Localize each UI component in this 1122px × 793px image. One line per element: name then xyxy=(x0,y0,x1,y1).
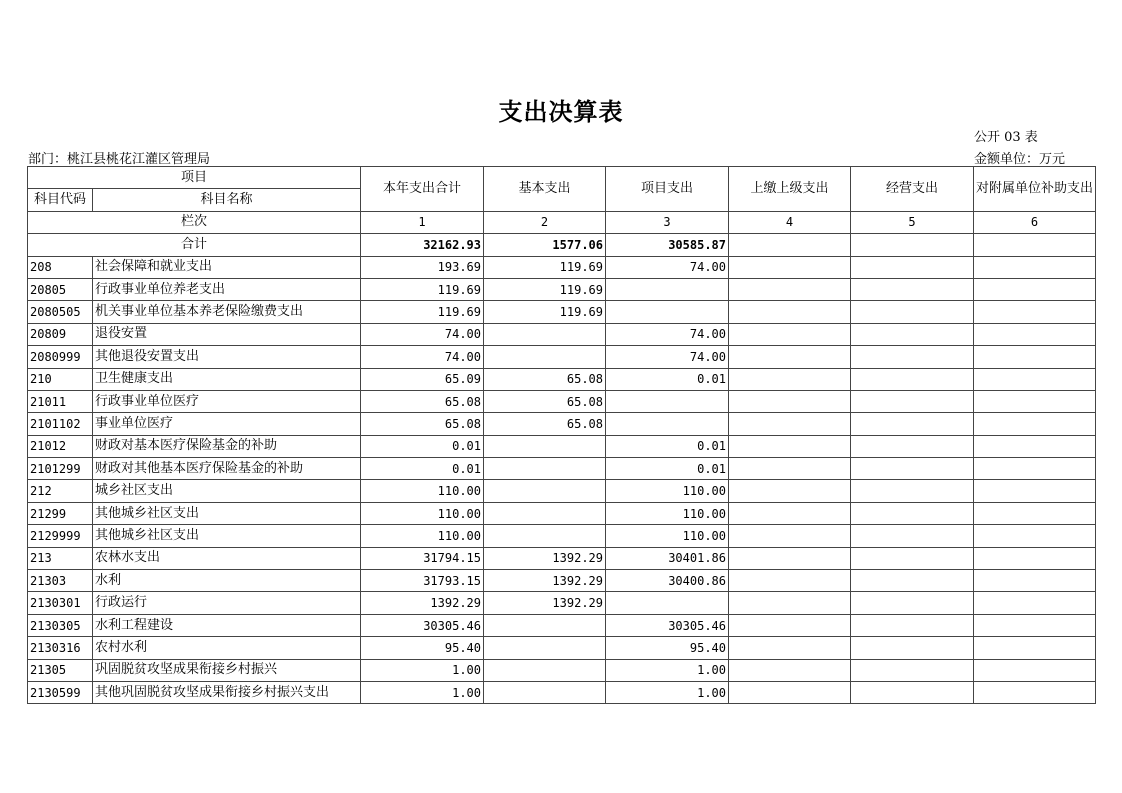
lanci-number: 2 xyxy=(484,211,606,233)
header-col-6: 对附属单位补助支出 xyxy=(974,167,1096,212)
amount-cell xyxy=(974,570,1096,592)
subject-code: 21012 xyxy=(28,435,93,457)
amount-cell xyxy=(974,323,1096,345)
amount-cell xyxy=(974,413,1096,435)
amount-cell xyxy=(974,346,1096,368)
amount-cell xyxy=(484,614,606,636)
amount-cell xyxy=(484,525,606,547)
amount-cell xyxy=(974,435,1096,457)
lanci-number: 6 xyxy=(974,211,1096,233)
subject-name: 其他城乡社区支出 xyxy=(93,502,361,524)
subject-code: 2130316 xyxy=(28,637,93,659)
table-row xyxy=(28,570,1096,592)
amount-cell xyxy=(729,502,851,524)
subject-name: 卫生健康支出 xyxy=(93,368,361,390)
subject-code: 2080505 xyxy=(28,301,93,323)
amount-cell xyxy=(484,458,606,480)
table-row xyxy=(28,413,1096,435)
subject-name: 行政事业单位医疗 xyxy=(93,390,361,412)
total-value: 32162.93 xyxy=(361,234,484,256)
amount-cell: 1.00 xyxy=(361,659,484,681)
table-row xyxy=(28,637,1096,659)
subject-code: 2101299 xyxy=(28,458,93,480)
total-value xyxy=(729,234,851,256)
subject-name: 巩固脱贫攻坚成果衔接乡村振兴 xyxy=(93,659,361,681)
amount-cell: 95.40 xyxy=(361,637,484,659)
amount-cell xyxy=(974,592,1096,614)
amount-cell: 0.01 xyxy=(606,368,729,390)
amount-cell xyxy=(974,301,1096,323)
amount-cell xyxy=(851,278,974,300)
amount-cell xyxy=(729,525,851,547)
lanci-label: 栏次 xyxy=(28,211,361,233)
amount-cell: 65.09 xyxy=(361,368,484,390)
subject-code: 2130301 xyxy=(28,592,93,614)
table-row xyxy=(28,592,1096,614)
amount-cell xyxy=(851,413,974,435)
amount-cell: 74.00 xyxy=(606,346,729,368)
lanci-number: 1 xyxy=(361,211,484,233)
subject-name: 事业单位医疗 xyxy=(93,413,361,435)
amount-cell xyxy=(729,413,851,435)
subject-code: 20805 xyxy=(28,278,93,300)
amount-cell xyxy=(484,502,606,524)
amount-cell xyxy=(851,256,974,278)
subject-code: 21011 xyxy=(28,390,93,412)
subject-code: 2129999 xyxy=(28,525,93,547)
table-row xyxy=(28,502,1096,524)
subject-name: 其他退役安置支出 xyxy=(93,346,361,368)
amount-cell xyxy=(729,458,851,480)
amount-cell: 119.69 xyxy=(484,256,606,278)
amount-cell: 74.00 xyxy=(606,323,729,345)
amount-cell: 30400.86 xyxy=(606,570,729,592)
amount-cell: 119.69 xyxy=(484,278,606,300)
amount-cell xyxy=(851,547,974,569)
amount-cell: 193.69 xyxy=(361,256,484,278)
amount-cell: 74.00 xyxy=(361,323,484,345)
subject-name: 社会保障和就业支出 xyxy=(93,256,361,278)
amount-cell: 0.01 xyxy=(361,435,484,457)
amount-cell xyxy=(851,346,974,368)
amount-cell xyxy=(729,390,851,412)
amount-cell: 1.00 xyxy=(361,681,484,703)
amount-cell xyxy=(729,480,851,502)
subject-name: 其他巩固脱贫攻坚成果衔接乡村振兴支出 xyxy=(93,681,361,703)
amount-cell: 110.00 xyxy=(606,502,729,524)
amount-cell xyxy=(484,659,606,681)
amount-cell xyxy=(729,368,851,390)
amount-cell xyxy=(484,323,606,345)
total-value: 30585.87 xyxy=(606,234,729,256)
amount-cell: 1392.29 xyxy=(484,547,606,569)
amount-cell xyxy=(974,637,1096,659)
amount-cell: 65.08 xyxy=(361,390,484,412)
amount-cell xyxy=(729,659,851,681)
subject-name: 水利工程建设 xyxy=(93,614,361,636)
table-row xyxy=(28,278,1096,300)
subject-code: 2130599 xyxy=(28,681,93,703)
subject-name: 机关事业单位基本养老保险缴费支出 xyxy=(93,301,361,323)
subject-code: 21303 xyxy=(28,570,93,592)
amount-cell xyxy=(974,659,1096,681)
amount-cell xyxy=(851,614,974,636)
amount-cell xyxy=(851,659,974,681)
amount-cell: 0.01 xyxy=(361,458,484,480)
subject-name: 行政运行 xyxy=(93,592,361,614)
amount-cell xyxy=(729,547,851,569)
amount-cell xyxy=(851,458,974,480)
subject-code: 2130305 xyxy=(28,614,93,636)
amount-cell: 74.00 xyxy=(606,256,729,278)
lanci-row xyxy=(28,211,1096,233)
amount-cell xyxy=(851,681,974,703)
subject-name: 城乡社区支出 xyxy=(93,480,361,502)
table-row xyxy=(28,368,1096,390)
subject-name: 行政事业单位养老支出 xyxy=(93,278,361,300)
form-number: 公开 03 表 xyxy=(974,130,1038,145)
amount-cell xyxy=(729,346,851,368)
header-row-1 xyxy=(28,167,1096,189)
table-row xyxy=(28,681,1096,703)
amount-cell xyxy=(729,435,851,457)
subject-code: 2080999 xyxy=(28,346,93,368)
total-label: 合计 xyxy=(28,234,361,256)
amount-cell xyxy=(974,525,1096,547)
table-row xyxy=(28,480,1096,502)
header-col-3: 项目支出 xyxy=(606,167,729,212)
amount-cell: 110.00 xyxy=(361,502,484,524)
amount-cell xyxy=(729,681,851,703)
amount-cell: 1.00 xyxy=(606,659,729,681)
amount-cell xyxy=(974,547,1096,569)
department-label: 部门：桃江县桃花江灌区管理局 xyxy=(28,152,211,167)
header-item: 项目 xyxy=(28,167,361,189)
subject-code: 21305 xyxy=(28,659,93,681)
amount-cell xyxy=(851,368,974,390)
table-row xyxy=(28,525,1096,547)
amount-cell: 1.00 xyxy=(606,681,729,703)
table-row xyxy=(28,256,1096,278)
subject-name: 财政对基本医疗保险基金的补助 xyxy=(93,435,361,457)
amount-cell xyxy=(851,480,974,502)
subject-name: 农林水支出 xyxy=(93,547,361,569)
amount-cell xyxy=(729,301,851,323)
amount-cell xyxy=(851,525,974,547)
subject-code: 2101102 xyxy=(28,413,93,435)
amount-cell xyxy=(729,323,851,345)
amount-cell: 110.00 xyxy=(606,480,729,502)
header-col-5: 经营支出 xyxy=(851,167,974,212)
subject-name: 退役安置 xyxy=(93,323,361,345)
subject-name: 其他城乡社区支出 xyxy=(93,525,361,547)
amount-cell xyxy=(606,301,729,323)
amount-cell xyxy=(484,681,606,703)
table-row xyxy=(28,323,1096,345)
table-row xyxy=(28,346,1096,368)
amount-cell: 1392.29 xyxy=(484,592,606,614)
amount-cell xyxy=(974,278,1096,300)
amount-cell: 1392.29 xyxy=(361,592,484,614)
subject-code: 20809 xyxy=(28,323,93,345)
amount-cell: 65.08 xyxy=(484,413,606,435)
amount-cell: 30401.86 xyxy=(606,547,729,569)
amount-cell: 119.69 xyxy=(361,278,484,300)
header-col-4: 上缴上级支出 xyxy=(729,167,851,212)
total-value xyxy=(974,234,1096,256)
amount-cell: 119.69 xyxy=(361,301,484,323)
total-row xyxy=(28,234,1096,256)
amount-cell xyxy=(974,480,1096,502)
subject-code: 21299 xyxy=(28,502,93,524)
amount-cell xyxy=(974,502,1096,524)
amount-cell: 65.08 xyxy=(484,390,606,412)
amount-cell: 0.01 xyxy=(606,435,729,457)
amount-cell xyxy=(729,614,851,636)
lanci-number: 3 xyxy=(606,211,729,233)
table-row xyxy=(28,659,1096,681)
amount-cell: 95.40 xyxy=(606,637,729,659)
amount-cell: 0.01 xyxy=(606,458,729,480)
amount-cell xyxy=(851,390,974,412)
amount-cell xyxy=(974,256,1096,278)
amount-cell xyxy=(851,502,974,524)
amount-cell xyxy=(484,346,606,368)
amount-cell xyxy=(606,278,729,300)
table-row xyxy=(28,458,1096,480)
amount-cell: 110.00 xyxy=(361,525,484,547)
amount-cell xyxy=(484,435,606,457)
subject-code: 210 xyxy=(28,368,93,390)
amount-cell xyxy=(974,368,1096,390)
amount-cell xyxy=(606,413,729,435)
amount-cell xyxy=(484,480,606,502)
amount-cell: 31794.15 xyxy=(361,547,484,569)
amount-cell xyxy=(606,390,729,412)
lanci-number: 4 xyxy=(729,211,851,233)
amount-cell xyxy=(974,681,1096,703)
amount-cell xyxy=(851,592,974,614)
header-name: 科目名称 xyxy=(93,189,361,211)
subject-name: 财政对其他基本医疗保险基金的补助 xyxy=(93,458,361,480)
amount-cell xyxy=(729,592,851,614)
amount-cell: 65.08 xyxy=(484,368,606,390)
subject-code: 212 xyxy=(28,480,93,502)
header-col-2: 基本支出 xyxy=(484,167,606,212)
amount-cell xyxy=(851,323,974,345)
amount-cell xyxy=(851,301,974,323)
table-row xyxy=(28,614,1096,636)
amount-cell: 30305.46 xyxy=(361,614,484,636)
amount-cell xyxy=(851,570,974,592)
expenditure-table xyxy=(27,166,1096,704)
amount-cell xyxy=(729,278,851,300)
amount-cell: 110.00 xyxy=(606,525,729,547)
total-value xyxy=(851,234,974,256)
amount-cell xyxy=(974,390,1096,412)
amount-cell xyxy=(729,256,851,278)
amount-cell xyxy=(729,570,851,592)
amount-cell xyxy=(974,614,1096,636)
amount-cell: 65.08 xyxy=(361,413,484,435)
page-title: 支出决算表 xyxy=(498,97,624,126)
subject-code: 213 xyxy=(28,547,93,569)
table-row xyxy=(28,435,1096,457)
amount-cell xyxy=(606,592,729,614)
table-row xyxy=(28,547,1096,569)
amount-cell xyxy=(729,637,851,659)
amount-cell: 74.00 xyxy=(361,346,484,368)
table-row xyxy=(28,301,1096,323)
amount-cell xyxy=(974,458,1096,480)
table-row xyxy=(28,390,1096,412)
amount-cell xyxy=(851,637,974,659)
header-code: 科目代码 xyxy=(28,189,93,211)
amount-cell xyxy=(851,435,974,457)
total-value: 1577.06 xyxy=(484,234,606,256)
subject-name: 农村水利 xyxy=(93,637,361,659)
amount-cell: 1392.29 xyxy=(484,570,606,592)
header-col-1: 本年支出合计 xyxy=(361,167,484,212)
amount-cell: 110.00 xyxy=(361,480,484,502)
amount-unit-label: 金额单位：万元 xyxy=(974,152,1066,167)
amount-cell: 30305.46 xyxy=(606,614,729,636)
amount-cell: 31793.15 xyxy=(361,570,484,592)
subject-code: 208 xyxy=(28,256,93,278)
amount-cell xyxy=(484,637,606,659)
amount-cell: 119.69 xyxy=(484,301,606,323)
lanci-number: 5 xyxy=(851,211,974,233)
subject-name: 水利 xyxy=(93,570,361,592)
